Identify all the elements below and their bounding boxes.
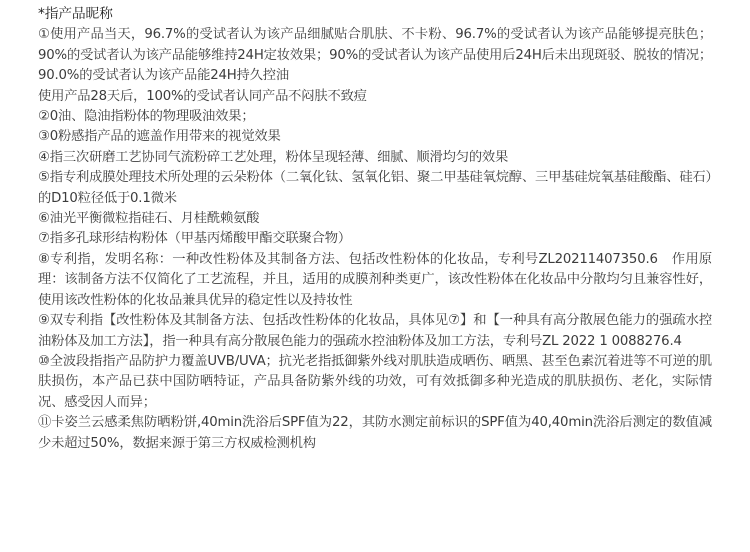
note-3-powderless: ③0粉感指产品的遮盖作用带来的视觉效果 xyxy=(38,129,281,145)
note-9-dual-patent: ⑨双专利指【改性粉体及其制备方法、包括改性粉体的化妆品，具体见⑦】和【一种具有高分散展色能力的强疏水控油粉体及加工方法】，指一种具有高分散展色能力的强疏水控油粉体及加工方法，专利号ZL 2022 1 0088276.4 xyxy=(38,313,712,349)
note-10-full-band-protection: ⑩全波段指指产品防护力覆盖UVB/UVA；抗光老指抵御紫外线对肌肤造成晒伤、晒黑、甚至色素沉着进等不可逆的肌肤损伤，本产品已获中国防晒特证，产品具备防紫外线的功效，可有效抵御多种光造成的肌肤损伤、老化，实际情况、感受因人而异； xyxy=(38,353,712,410)
note-11-spf-test: ⑪卡姿兰云感柔焦防晒粉饼,40min洗浴后SPF值为22，其防水测定前标识的SPF值为40,40min洗浴后测定的数值减少未超过50%，数据来源于第三方权威检测机构 xyxy=(38,415,712,451)
note-6-oil-balance: ⑥油光平衡微粒指硅石、月桂酰赖氨酸 xyxy=(38,211,260,227)
note-2-oil-absorption: ②0油、隐油指粉体的物理吸油效果； xyxy=(38,109,255,125)
note-8-patent: ⑧专利指，发明名称：一种改性粉体及其制备方法、包括改性粉体的化妆品，专利号ZL20211407350.6 作用原理：该制备方法不仅简化了工艺流程，并且，适用的成膜剂种类更广，该改性粉体在化妆品中分散均匀且兼容性好，使用该改性粉体的化妆品兼具优异的稳定性以及持妆性 xyxy=(38,251,712,308)
note-4-grinding-process: ④指三次研磨工艺协同气流粉碎工艺处理，粉体呈现轻薄、细腻、顺滑均匀的效果 xyxy=(38,149,509,165)
notes-heading: *指产品昵称 xyxy=(38,6,113,22)
note-7-porous-powder: ⑦指多孔球形结构粉体（甲基丙烯酸甲酯交联聚合物） xyxy=(38,231,351,247)
note-5-film-powder: ⑤指专利成膜处理技术所处理的云朵粉体（二氧化钛、氢氧化铝、聚二甲基硅氧烷醇、三甲基硅烷氧基硅酸酯、硅石）的D10粒径低于0.1微米 xyxy=(38,170,712,206)
note-1-day28: 使用产品28天后，100%的受试者认同产品不闷肤不致痘 xyxy=(38,88,367,104)
note-1-consumer-test: ①使用产品当天，96.7%的受试者认为该产品细腻贴合肌肤、不卡粉、96.7%的受试者认为该产品能够提亮肤色；90%的受试者认为该产品能够维持24H定妆效果；90%的受试者认为该产品使用后24H后未出现斑驳、脱妆的情况；90.0%的受试者认为该产品能24H持久控油 xyxy=(38,27,712,84)
